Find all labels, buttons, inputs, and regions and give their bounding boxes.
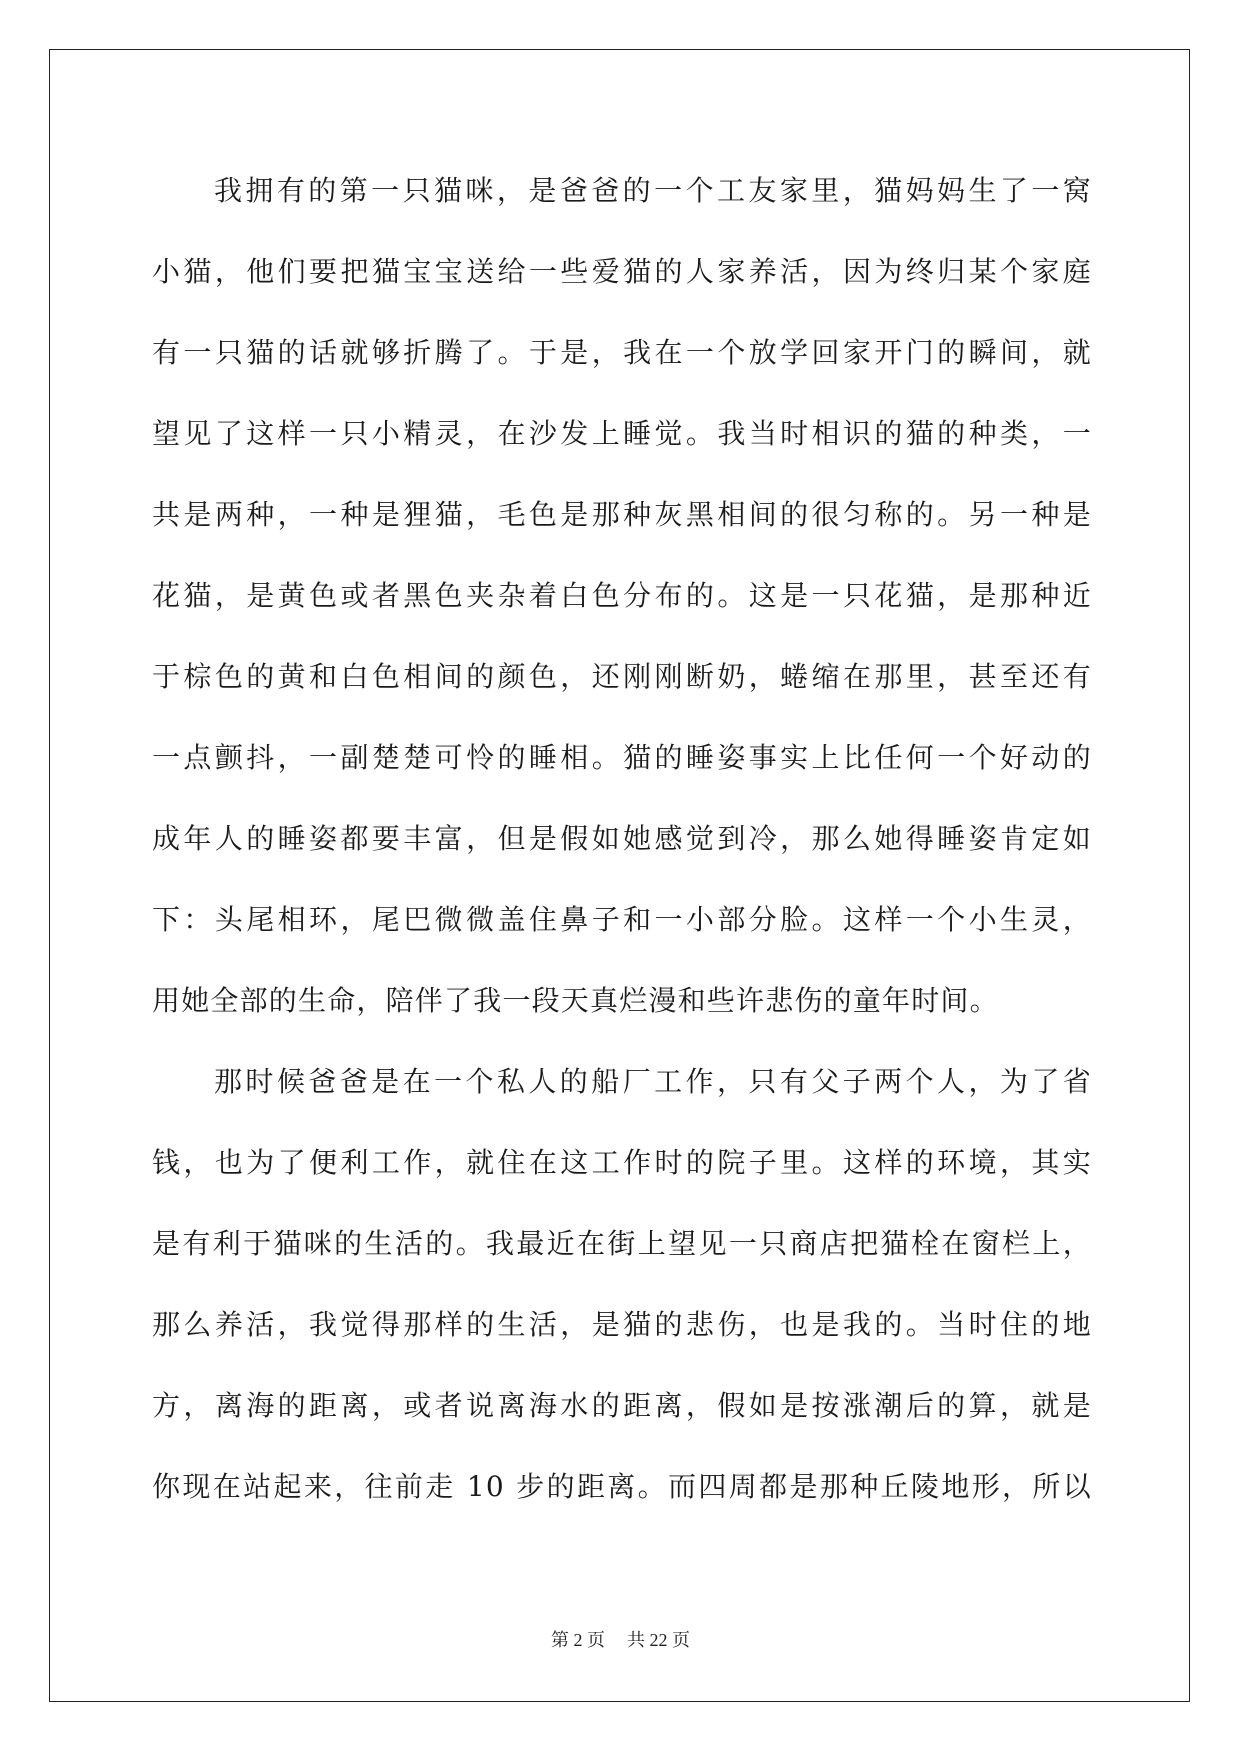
text-line: 用她全部的生命，陪伴了我一段天真烂漫和些许悲伤的童年时间。 <box>152 984 999 1017</box>
text-line: 我拥有的第一只猫咪，是爸爸的一个工友家里，猫妈妈生了一窝 <box>214 174 1092 207</box>
document-body <box>152 160 1092 1537</box>
text-line: 是有利于猫咪的生活的。我最近在街上望见一只商店把猫栓在窗栏上， <box>152 1227 1092 1260</box>
text-line: 有一只猫的话就够折腾了。于是，我在一个放学回家开门的瞬间，就 <box>152 336 1092 369</box>
paragraph-2 <box>152 1051 1092 1537</box>
text-line: 那时候爸爸是在一个私人的船厂工作，只有父子两个人，为了省 <box>214 1065 1092 1098</box>
text-line: 钱，也为了便利工作，就住在这工作时的院子里。这样的环境，其实 <box>152 1146 1092 1179</box>
text-line: 花猫，是黄色或者黑色夹杂着白色分布的。这是一只花猫，是那种近 <box>152 579 1092 612</box>
page-number: 第 2 页 <box>551 1630 605 1650</box>
total-pages: 共 22 页 <box>627 1630 690 1650</box>
text-line: 于棕色的黄和白色相间的颜色，还刚刚断奶，蜷缩在那里，甚至还有 <box>152 660 1092 693</box>
text-line: 方，离海的距离，或者说离海水的距离，假如是按涨潮后的算，就是 <box>152 1389 1092 1422</box>
text-line: 你现在站起来，往前走 10 步的距离。而四周都是那种丘陵地形，所以 <box>152 1470 1092 1503</box>
text-line: 望见了这样一只小精灵，在沙发上睡觉。我当时相识的猫的种类，一 <box>152 417 1092 450</box>
text-line: 共是两种，一种是狸猫，毛色是那种灰黑相间的很匀称的。另一种是 <box>152 498 1092 531</box>
text-line: 小猫，他们要把猫宝宝送给一些爱猫的人家养活，因为终归某个家庭 <box>152 255 1092 288</box>
text-line: 一点颤抖，一副楚楚可怜的睡相。猫的睡姿事实上比任何一个好动的 <box>152 741 1092 774</box>
page-footer <box>0 1626 1241 1652</box>
paragraph-1 <box>152 160 1092 1051</box>
text-line: 下：头尾相环，尾巴微微盖住鼻子和一小部分脸。这样一个小生灵， <box>152 903 1092 936</box>
text-line: 成年人的睡姿都要丰富，但是假如她感觉到冷，那么她得睡姿肯定如 <box>152 822 1092 855</box>
text-line: 那么养活，我觉得那样的生活，是猫的悲伤，也是我的。当时住的地 <box>152 1308 1092 1341</box>
